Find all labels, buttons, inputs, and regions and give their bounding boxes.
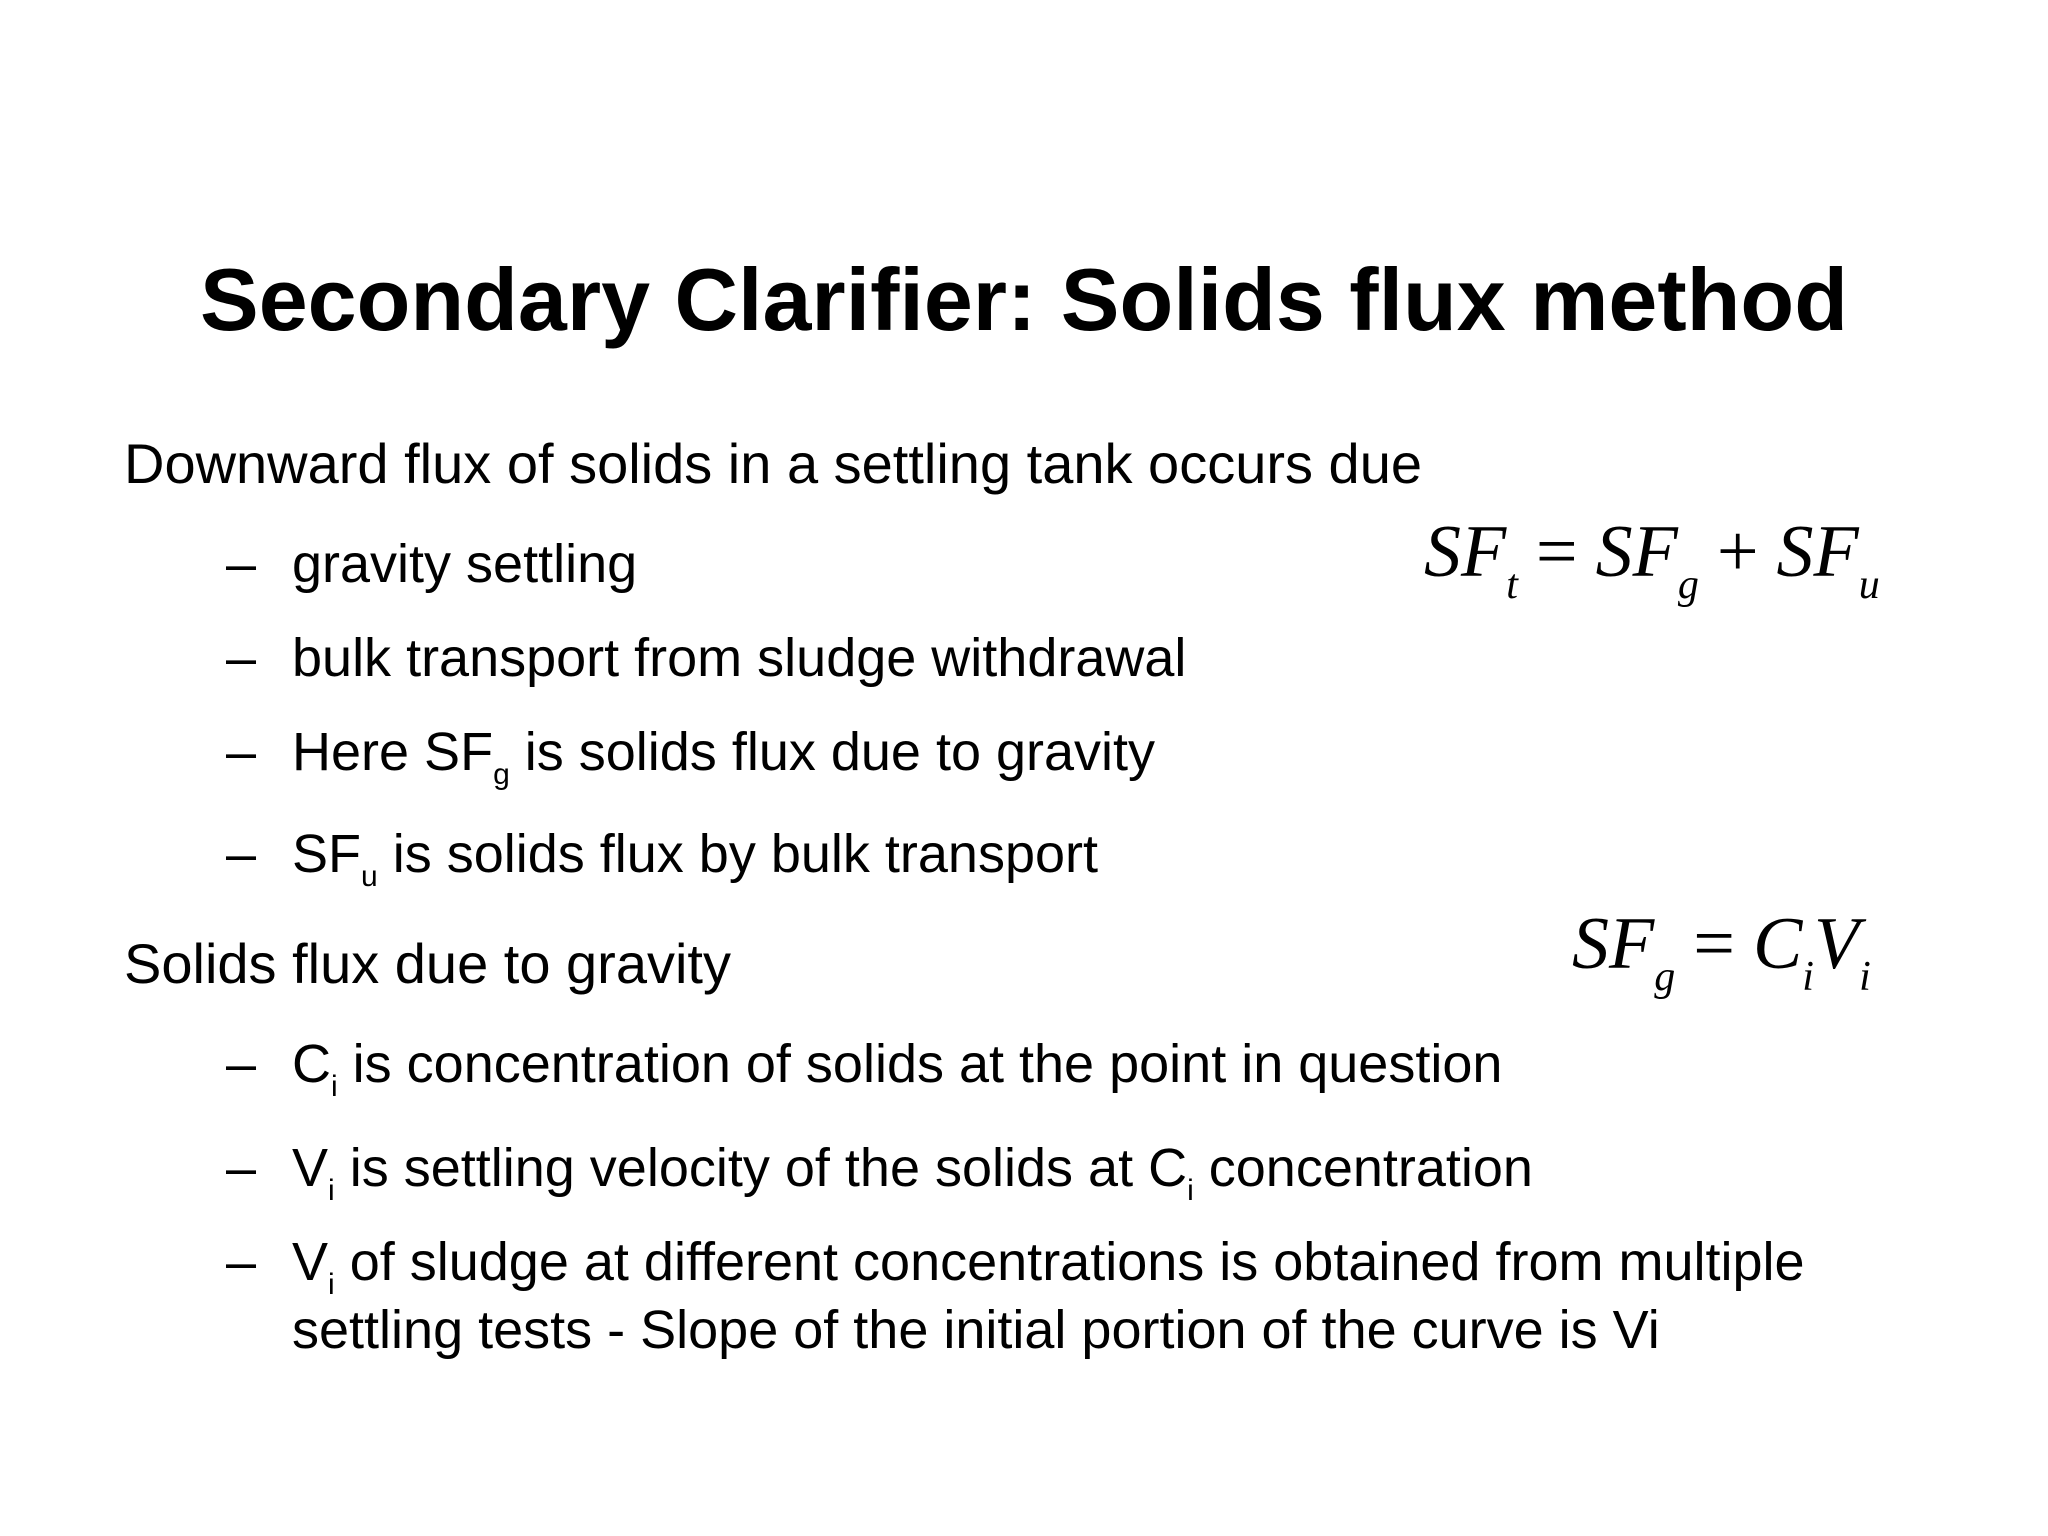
eq-term: SF: [1572, 903, 1655, 985]
eq-term: V: [1813, 903, 1860, 985]
equation-total-flux: [1424, 511, 1880, 608]
subscript: i: [328, 1268, 335, 1301]
text-post: is solids flux by bulk transport: [377, 824, 1099, 884]
bullet-text: [292, 1136, 1533, 1207]
text-post: of sludge at different concentrations is obtained from multiple: [334, 1232, 1805, 1292]
bullet-dash: –: [226, 1138, 257, 1198]
eq-subscript: g: [1677, 562, 1699, 608]
eq-term: SF: [1595, 511, 1678, 593]
bullet-text: gravity settling: [292, 534, 638, 594]
eq-subscript: g: [1654, 954, 1676, 1000]
text-post: is solids flux due to gravity: [509, 722, 1156, 782]
eq-term: C: [1752, 903, 1803, 985]
bullet-text-line2: settling tests - Slope of the initial portion of the curve is Vi: [292, 1300, 1660, 1360]
subscript: u: [361, 860, 378, 893]
bullet-dash: –: [226, 722, 257, 782]
text-post: concentration: [1193, 1138, 1533, 1198]
subscript: i: [328, 1174, 335, 1207]
bullet-text: [292, 720, 1156, 791]
eq-subscript: i: [1859, 954, 1871, 1000]
text-pre: V: [292, 1138, 329, 1198]
subscript: g: [493, 758, 510, 791]
eq-subscript: u: [1858, 562, 1880, 608]
eq-subscript: i: [1802, 954, 1814, 1000]
eq-term: SF: [1776, 511, 1859, 593]
section-heading-downward-flux: Downward flux of solids in a settling tank occurs due: [124, 432, 1422, 495]
text-pre: C: [292, 1034, 331, 1094]
slide-title: Secondary Clarifier: Solids flux method: [200, 250, 1848, 349]
eq-operator: =: [1693, 903, 1735, 985]
section-heading-gravity-flux: Solids flux due to gravity: [124, 932, 731, 995]
subscript: i: [1187, 1174, 1194, 1207]
bullet-dash: –: [226, 534, 257, 594]
bullet-dash: –: [226, 824, 257, 884]
eq-operator: =: [1535, 511, 1578, 593]
bullet-dash: –: [226, 628, 257, 688]
bullet-text: [292, 822, 1099, 893]
bullet-dash: –: [226, 1034, 257, 1094]
bullet-text: [292, 1032, 1503, 1103]
text-pre: V: [292, 1232, 329, 1292]
text-mid: is settling velocity of the solids at C: [334, 1138, 1188, 1198]
eq-operator: +: [1716, 511, 1759, 593]
bullet-dash: –: [226, 1232, 257, 1292]
eq-term: SF: [1424, 511, 1507, 593]
eq-subscript: t: [1506, 562, 1518, 608]
equation-gravity-flux: [1572, 903, 1871, 1000]
bullet-text: bulk transport from sludge withdrawal: [292, 628, 1187, 688]
text-post: is concentration of solids at the point in question: [337, 1034, 1503, 1094]
bullet-text: [292, 1230, 1805, 1301]
text-pre: Here SF: [292, 722, 494, 782]
text-pre: SF: [292, 824, 362, 884]
subscript: i: [331, 1070, 338, 1103]
